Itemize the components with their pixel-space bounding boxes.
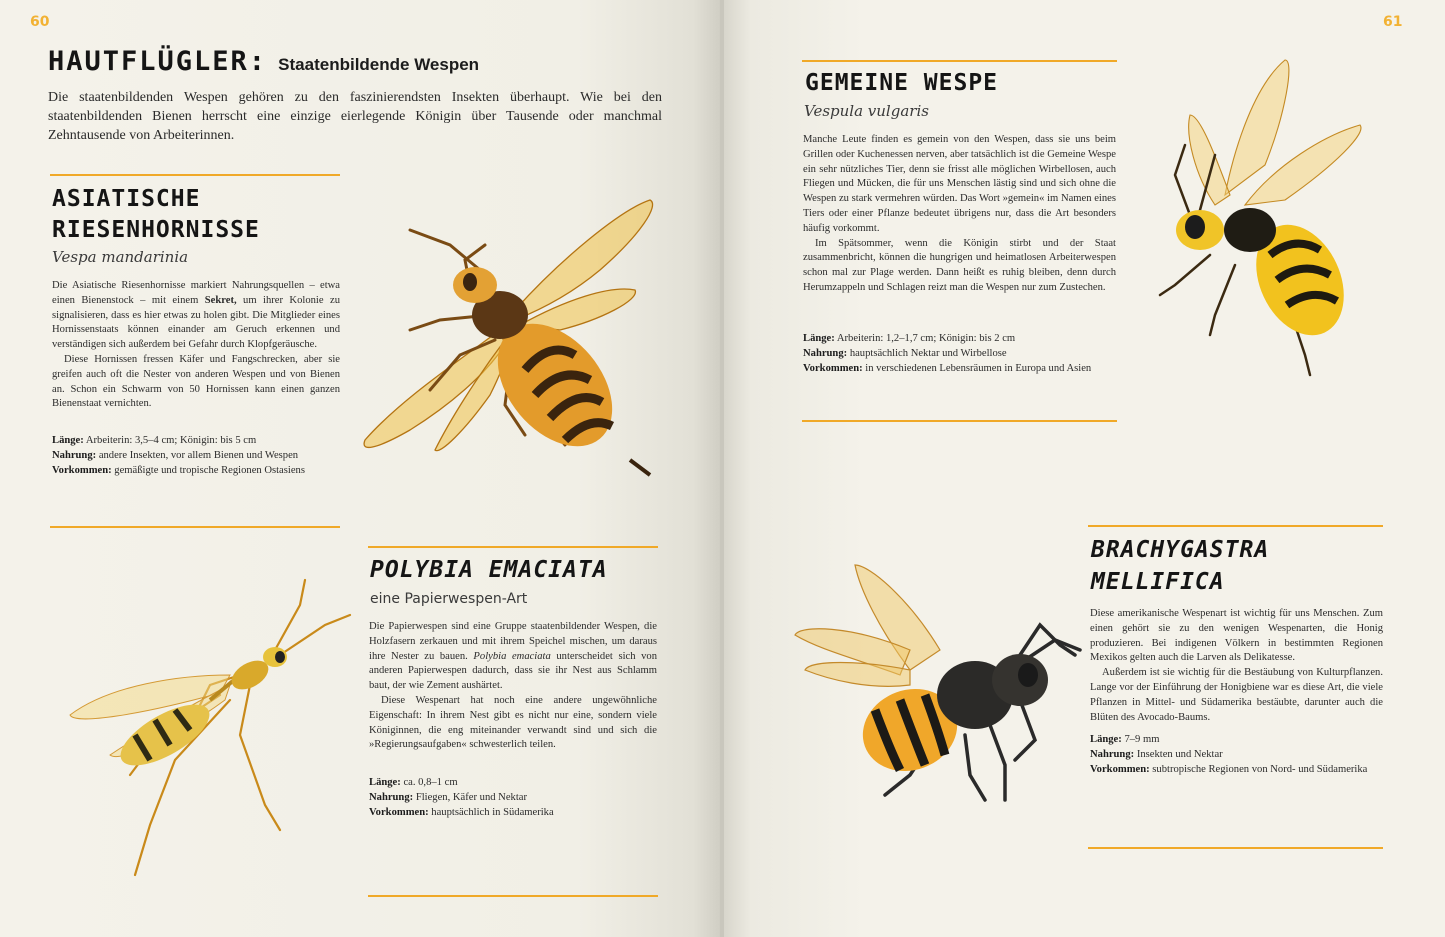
hornet-illustration: [350, 190, 670, 510]
page-number-right: 61: [1383, 14, 1403, 30]
fact-range: [52, 464, 352, 479]
species-title-polybia: POLYBIA EMACIATA: [370, 557, 608, 583]
fact-value: gemäßigte und tropische Regionen Ostasiens: [114, 464, 305, 476]
fact-food: [52, 449, 352, 464]
fact-range: [1090, 763, 1383, 778]
fact-value: andere Insekten, vor allem Bienen und Wespen: [98, 449, 299, 461]
paragraph: Manche Leute finden es gemein von den Wespen, dass sie uns beim Grillen oder Kuchenessen nerven, aber tatsächlich ist die Gemeine Wespe ein sehr nützliches Tier, denn sie frisst alle möglichen Wirbellosen, auch Fliegen und Mücken, die für uns Menschen lästig sind und sich ohne die Wespen zu stark vermehren würden. Das Wort »gemein« im Namen eines Tiers oder einer Pflanze bedeutet übrigens nur, dass die Art besonders häufig vorkommt.: [803, 134, 1116, 234]
fact-label: Vorkommen:: [369, 806, 429, 818]
fact-label: Nahrung:: [52, 449, 97, 461]
scientific-name: eine Papierwespen-Art: [370, 591, 528, 607]
fact-range: [369, 806, 669, 821]
species-title-line: ASIATISCHE: [52, 186, 201, 212]
species-facts: [1090, 733, 1383, 777]
fact-label: Vorkommen:: [803, 362, 863, 374]
common-wasp-illustration: [1155, 55, 1395, 385]
fact-food: [1090, 748, 1383, 763]
text-run: um ihrer Kolonie zu signalisieren, dass es hier etwas zu holen gibt. Die Mitglieder eines Hornissenstaats können einander am Geruch erkennen und verständigen sich außerdem bei Gefahr durch Klopfgeräusche.: [52, 294, 340, 351]
fact-label: Nahrung:: [1090, 748, 1135, 760]
polybia-illustration: [50, 575, 350, 880]
paragraph: Diese Wespenart hat noch eine andere ungewöhnliche Eigenschaft: In ihrem Nest gibt es nicht nur eine, sondern viele Königinnen, die eng miteinander verwandt sind und sich die »Regierungsaufgaben« schwesterlich teilen.: [369, 694, 657, 751]
species-facts: [369, 776, 669, 820]
chapter-intro: Die staatenbildenden Wespen gehören zu den faszinierendsten Insekten überhaupt. Wie bei den staatenbildenden Bienen herrscht eine einzige eierlegende Königin über Tausende oder manchmal Zehntausende von Arbeiterinnen.: [48, 90, 662, 143]
fact-label: Länge:: [52, 435, 84, 446]
fact-length: [369, 776, 669, 791]
fact-value: subtropische Regionen von Nord- und Südamerika: [1152, 763, 1368, 775]
text-run: unterscheidet sich von anderen Papierwespen dadurch, dass sie ihr Nest aus Schlamm baut, der wie Zement aushärtet.: [369, 650, 657, 692]
fact-label: Länge:: [803, 333, 835, 344]
species-description: [369, 620, 657, 753]
fact-length: [52, 434, 352, 449]
bold-term: Sekret,: [204, 294, 237, 306]
fact-label: Länge:: [369, 777, 401, 788]
fact-value: Fliegen, Käfer und Nektar: [415, 791, 528, 803]
species-title-brachygastra: [1091, 534, 1269, 598]
fact-range: [803, 362, 1118, 377]
species-description: [52, 279, 340, 412]
scientific-name: Vespula vulgaris: [804, 102, 929, 120]
fact-label: Nahrung:: [803, 347, 848, 359]
paragraph: Im Spätsommer, wenn die Königin stirbt und der Staat zusammenbricht, können die hungrigen und heimatlosen Arbeiterwespen schon mal zur Plage werden. Dann heißt es ruhig bleiben, denn durch Herumzappeln und Schlagen reizt man die Wespen nur zum Zustechen.: [803, 237, 1116, 293]
species-title-line: BRACHYGASTRA: [1091, 537, 1270, 563]
fact-length: [1090, 733, 1383, 748]
paragraph: Außerdem ist sie wichtig für die Bestäubung von Kulturpflanzen. Lange vor der Einführung der Honigbiene war es diese Art, die viele Pflanzen in Mittel- und Südamerika bestäubte, darunter auch die Blüten des Avocado-Baums.: [1090, 667, 1383, 723]
fact-value: hauptsächlich Nektar und Wirbellose: [849, 347, 1007, 359]
species-facts: [52, 434, 352, 478]
section-rule: [50, 526, 340, 528]
paragraph: [369, 620, 657, 694]
page-number-left: 60: [30, 14, 50, 30]
fact-value: Arbeiterin: 3,5–4 cm; Königin: bis 5 cm: [85, 435, 257, 446]
fact-value: Insekten und Nektar: [1136, 748, 1223, 760]
scientific-name: Vespa mandarinia: [52, 248, 189, 266]
fact-value: in verschiedenen Lebensräumen in Europa und Asien: [865, 362, 1092, 374]
species-description: [1090, 607, 1383, 725]
book-gutter: [720, 0, 724, 937]
section-rule: [1088, 525, 1383, 527]
text-run: Die Papierwespen sind eine Gruppe staatenbildender Wespen, die Holzfasern zerkauen und mit ihrem Speichel mischen, um daraus ihre Nester zu bauen.: [369, 621, 657, 662]
section-rule: [802, 420, 1117, 422]
species-title-line: MELLIFICA: [1091, 569, 1225, 595]
fact-label: Nahrung:: [369, 791, 414, 803]
fact-food: [803, 347, 1118, 362]
text-run: Die Asiatische Riesenhornisse markiert Nahrungsquellen – etwa einen Bienenstock – mit einem: [52, 280, 340, 306]
chapter-subtitle: Staatenbildende Wespen: [278, 55, 480, 74]
fact-food: [369, 791, 669, 806]
fact-value: ca. 0,8–1 cm: [403, 777, 458, 788]
section-rule: [50, 174, 340, 176]
paragraph: Diese Hornissen fressen Käfer und Fangschrecken, aber sie greifen auch oft die Nester von anderen Wespen und von Bienen an. Schon ein Schwarm von 50 Hornissen kann einen ganzen Bienenstaat vernichten.: [52, 353, 340, 410]
paragraph: Diese amerikanische Wespenart ist wichtig für uns Menschen. Zum einen gehört sie zu den wenigen Wespenarten, die Honig produzieren. Bei indigenen Völkern in bestimmten Regionen Mexikos gelten auch die Larven als Delikatesse.: [1090, 608, 1383, 664]
chapter-title: HAUTFLÜGLER:: [48, 46, 268, 77]
paragraph: [52, 279, 340, 353]
fact-label: Vorkommen:: [52, 464, 112, 476]
section-rule: [1088, 847, 1383, 849]
brachygastra-illustration: [790, 560, 1090, 820]
italic-term: Polybia emaciata: [473, 650, 551, 662]
fact-length: [803, 332, 1118, 347]
species-title-line: RIESENHORNISSE: [52, 217, 260, 243]
fact-value: hauptsächlich in Südamerika: [431, 806, 554, 818]
fact-value: Arbeiterin: 1,2–1,7 cm; Königin: bis 2 cm: [836, 333, 1016, 344]
section-rule: [368, 546, 658, 548]
species-description: [803, 133, 1116, 296]
fact-value: 7–9 mm: [1124, 734, 1160, 745]
section-rule: [802, 60, 1117, 62]
species-facts: [803, 332, 1118, 376]
fact-label: Länge:: [1090, 734, 1122, 745]
chapter-heading: [48, 46, 479, 77]
fact-label: Vorkommen:: [1090, 763, 1150, 775]
species-title-common-wasp: GEMEINE WESPE: [805, 70, 999, 96]
species-title-hornet: [52, 184, 260, 246]
section-rule: [368, 895, 658, 897]
